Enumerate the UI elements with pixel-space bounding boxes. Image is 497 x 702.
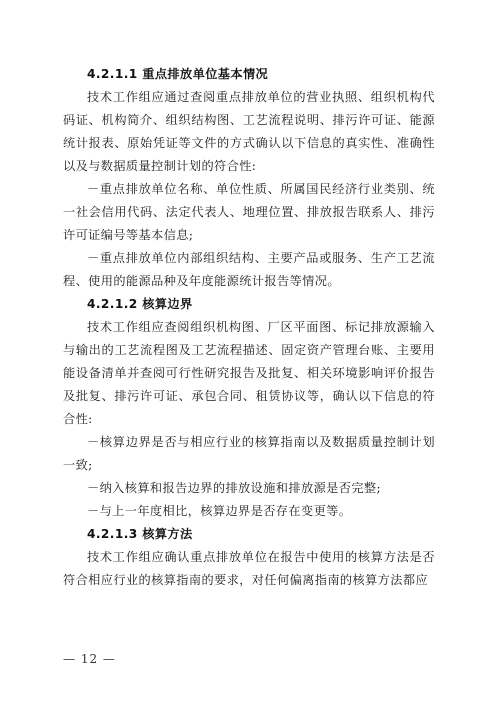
list-item: －纳入核算和报告边界的排放设施和排放源是否完整; <box>87 481 382 495</box>
section-heading: 4.2.1.2 核算边界 <box>87 297 193 311</box>
section-paragraph: 技术工作组应查阅组织机构图、厂区平面图、标记排放源输入与输出的工艺流程图及工艺流程描述、固定资产管理台账、主要用能设备清单并查阅可行性研究报告及批复、相关环境影响评价报告及批复、排污许可证、承包合同、租赁协议等，确认以下信息的符合性: <box>63 320 435 426</box>
section-paragraph: 技术工作组应通过查阅重点排放单位的营业执照、组织机构代码证、机构简介、组织结构图、工艺流程说明、排污许可证、能源统计报表、原始凭证等文件的方式确认以下信息的真实性、准确性以及与数据质量控制计划的符合性: <box>63 90 435 173</box>
list-item: －核算边界是否与相应行业的核算指南以及数据质量控制计划一致; <box>63 435 435 472</box>
section-heading: 4.2.1.1 重点排放单位基本情况 <box>87 67 269 81</box>
list-item: －重点排放单位名称、单位性质、所属国民经济行业类别、统一社会信用代码、法定代表人、地理位置、排放报告联系人、排污许可证编号等基本信息; <box>63 182 435 242</box>
list-item: －重点排放单位内部组织结构、主要产品或服务、生产工艺流程、使用的能源品种及年度能源统计报告等情况。 <box>63 251 435 288</box>
section-heading: 4.2.1.3 核算方法 <box>87 527 193 541</box>
section-paragraph: 技术工作组应确认重点排放单位在报告中使用的核算方法是否符合相应行业的核算指南的要求，对任何偏离指南的核算方法都应 <box>63 550 435 587</box>
list-item: －与上一年度相比，核算边界是否存在变更等。 <box>87 504 352 518</box>
document-body <box>63 63 435 592</box>
page-number: — 12 — <box>63 652 116 666</box>
